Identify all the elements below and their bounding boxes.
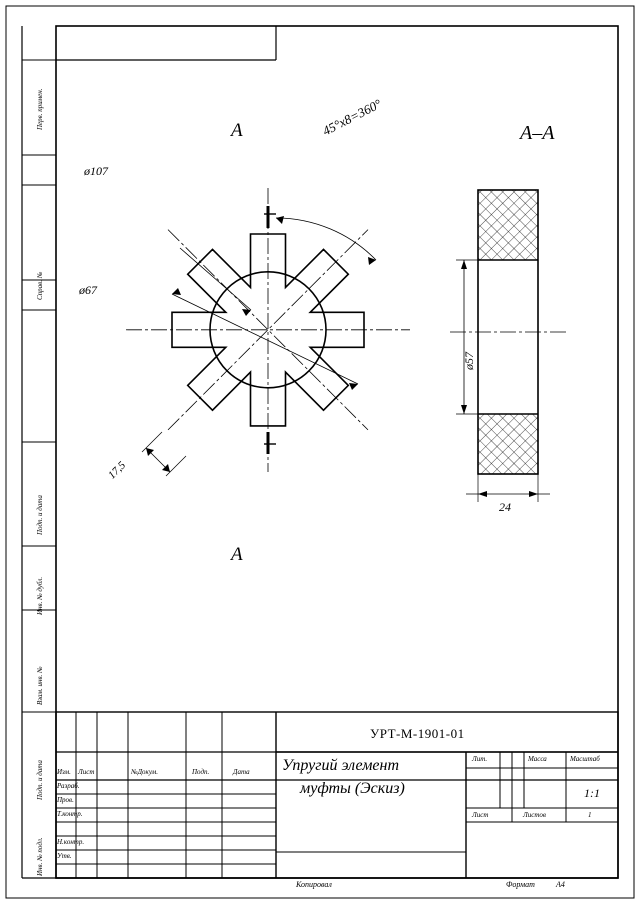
dimension-thickness: 24	[499, 500, 511, 514]
row-label-utv: Утв.	[57, 852, 72, 860]
row-label-prov: Пров.	[57, 796, 74, 804]
drawing-title-line1: Упругий элемент	[282, 757, 399, 774]
col-header-masshtab: Масштаб	[570, 755, 600, 763]
col-header-podp: Подп.	[192, 768, 210, 776]
front-view-geometry	[126, 188, 410, 476]
format-label: Формат	[506, 880, 535, 889]
sheets-value: 1	[588, 811, 592, 819]
section-mark-bottom-label: А	[231, 544, 243, 565]
margin-label-inv-podl: Инв. № подл.	[36, 837, 44, 876]
margin-label-podp-data-1: Подп. и дата	[36, 495, 44, 535]
dimension-outer-diameter: ø107	[84, 164, 108, 178]
dimension-angular-pitch: 45°x8=360°	[320, 95, 384, 139]
scale-value: 1:1	[584, 786, 600, 800]
drawing-designation: УРТ-М-1901-01	[370, 726, 465, 741]
col-header-lit: Лит.	[472, 755, 488, 763]
col-header-docum: №Докум.	[131, 768, 158, 776]
copied-label: Копировал	[296, 880, 332, 889]
margin-label-perv-primen: Перв. примен.	[36, 88, 44, 130]
row-label-tkontr: Т.контр.	[57, 810, 83, 818]
section-view-geometry	[450, 190, 566, 502]
margin-label-podp-data-2: Подп. и дата	[36, 760, 44, 800]
col-header-list: Лист	[78, 768, 95, 776]
col-header-data: Дата	[233, 768, 250, 776]
section-view-label: А–А	[520, 122, 555, 144]
dimension-bore-diameter: ø57	[462, 352, 476, 370]
col-header-massa: Масса	[528, 755, 547, 763]
margin-label-vzam-inv: Взам. инв. №	[36, 666, 44, 705]
drawing-title-line2: муфты (Эскиз)	[300, 780, 405, 797]
margin-label-sprav: Справ. №	[36, 271, 44, 300]
col-header-listov: Листов	[523, 811, 546, 819]
row-label-nkontr: Н.контр.	[57, 838, 85, 846]
dimension-tooth-width: 17,5	[106, 459, 129, 482]
format-value: А4	[556, 880, 565, 889]
col-header-izm: Изм.	[57, 768, 71, 776]
row-label-razrab: Разраб.	[57, 782, 80, 790]
section-mark-top-label: А	[231, 120, 243, 141]
margin-label-inv-dubl: Инв. № дубл.	[36, 576, 44, 615]
col-header-list2: Лист	[472, 811, 489, 819]
dimension-inner-diameter: ø67	[79, 283, 97, 297]
